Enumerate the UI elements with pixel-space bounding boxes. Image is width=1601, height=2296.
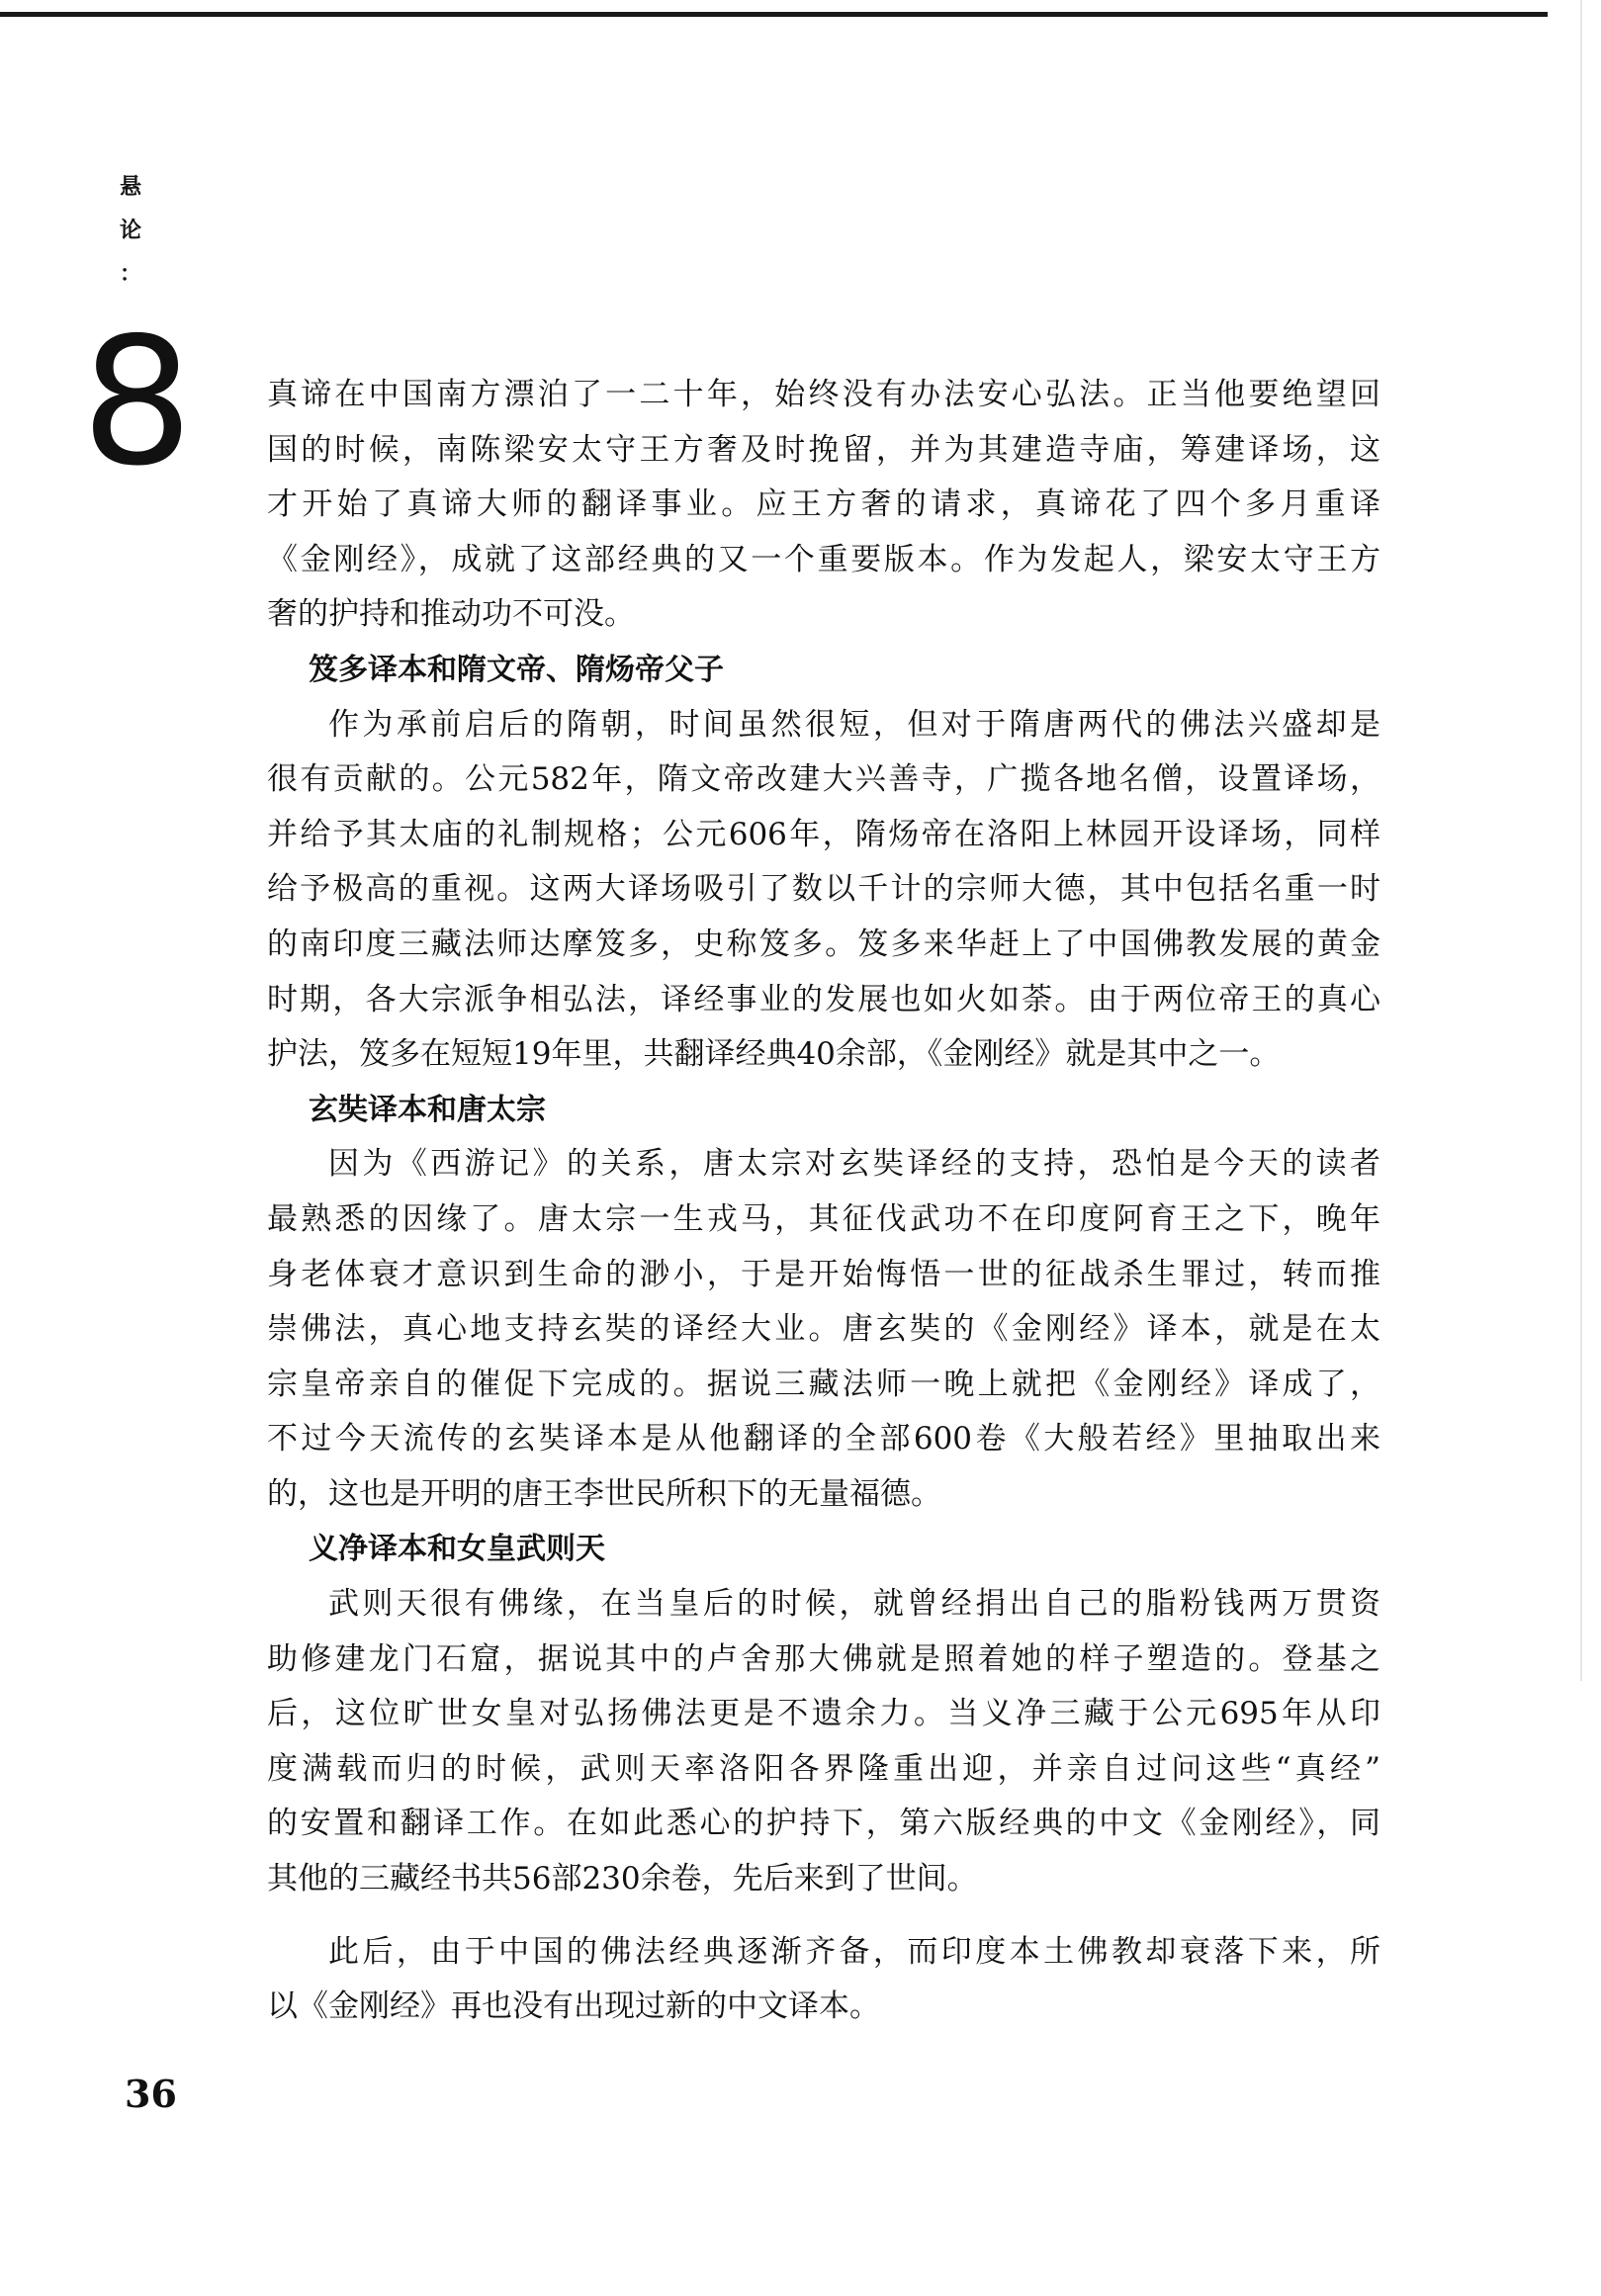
text-line: 宗皇帝亲自的催促下完成的。据说三藏法师一晚上就把《金刚经》译成了， xyxy=(267,1366,1380,1402)
paragraph xyxy=(267,1137,1380,1522)
paragraph xyxy=(267,698,1380,1083)
paragraph xyxy=(267,1577,1380,1907)
text-line: 并给予其太庙的礼制规格；公元606年，隋炀帝在洛阳上林园开设译场，同样 xyxy=(267,816,1380,852)
text-line: 最熟悉的因缘了。唐太宗一生戎马，其征伐武功不在印度阿育王之下，晚年 xyxy=(267,1200,1380,1237)
text-line: 的南印度三藏法师达摩笈多，史称笈多。笈多来华赶上了中国佛教发展的黄金 xyxy=(267,926,1380,962)
text-line: 的，这也是开明的唐王李世民所积下的无量福德。 xyxy=(267,1475,941,1512)
text-line: 其他的三藏经书共56部230余卷，先后来到了世间。 xyxy=(267,1861,978,1898)
text-line: 度满载而归的时候，武则天率洛阳各界隆重出迎，并亲自过问这些“真经” xyxy=(267,1750,1380,1787)
text-line: 时期，各大宗派争相弘法，译经事业的发展也如火如荼。由于两位帝王的真心 xyxy=(267,981,1380,1017)
text-line: 后，这位旷世女皇对弘扬佛法更是不遗余力。当义净三藏于公元695年从印 xyxy=(267,1696,1380,1732)
text-line: 因为《西游记》的关系，唐太宗对玄奘译经的支持，恐怕是今天的读者 xyxy=(328,1146,1380,1183)
chapter-digit: 8 xyxy=(81,300,194,504)
body-text xyxy=(267,368,1380,2035)
section-heading: 义净译本和女皇武则天 xyxy=(309,1532,605,1567)
text-line: 的安置和翻译工作。在如此悉心的护持下，第六版经典的中文《金刚经》，同 xyxy=(267,1806,1380,1842)
running-section-label xyxy=(116,166,145,297)
paragraph xyxy=(267,1925,1380,2035)
side-label-char: 悬 xyxy=(119,175,141,200)
text-line: 崇佛法，真心地支持玄奘的译经大业。唐玄奘的《金刚经》译本，就是在太 xyxy=(267,1311,1380,1348)
paragraph-gap xyxy=(267,1907,1380,1925)
text-line: 护法，笈多在短短19年里，共翻译经典40余部，《金刚经》就是其中之一。 xyxy=(267,1036,1281,1073)
section-heading: 玄奘译本和唐太宗 xyxy=(309,1092,546,1127)
text-line: 此后，由于中国的佛法经典逐渐齐备，而印度本土佛教却衰落下来，所 xyxy=(328,1933,1380,1970)
text-line: 不过今天流传的玄奘译本是从他翻译的全部600卷《大般若经》里抽取出来 xyxy=(267,1421,1380,1457)
page-edge-shadow xyxy=(1580,0,1582,1681)
paragraph xyxy=(267,368,1380,643)
text-line: 奢的护持和推动功不可没。 xyxy=(267,596,635,633)
side-label-char: 论 xyxy=(119,219,141,243)
text-line: 身老体衰才意识到生命的渺小，于是开始悔悟一世的征战杀生罪过，转而推 xyxy=(267,1256,1380,1292)
section-heading: 笈多译本和隋文帝、隋炀帝父子 xyxy=(309,652,724,687)
page-number: 36 xyxy=(125,2072,177,2116)
text-line: 《金刚经》，成就了这部经典的又一个重要版本。作为发起人，梁安太守王方 xyxy=(267,541,1380,577)
text-line: 才开始了真谛大师的翻译事业。应王方奢的请求，真谛花了四个多月重译 xyxy=(267,486,1380,523)
text-line: 给予极高的重视。这两大译场吸引了数以千计的宗师大德，其中包括名重一时 xyxy=(267,871,1380,908)
text-line: 真谛在中国南方漂泊了一二十年，始终没有办法安心弘法。正当他要绝望回 xyxy=(267,377,1380,412)
side-label-char: ： xyxy=(119,262,141,287)
text-line: 以《金刚经》再也没有出现过新的中文译本。 xyxy=(267,1988,880,2025)
top-rule xyxy=(0,12,1548,17)
text-line: 助修建龙门石窟，据说其中的卢舍那大佛就是照着她的样子塑造的。登基之 xyxy=(267,1640,1380,1677)
text-line: 武则天很有佛缘，在当皇后的时候，就曾经捐出自己的脂粉钱两万贯资 xyxy=(328,1586,1380,1623)
text-line: 很有贡献的。公元582年，隋文帝改建大兴善寺，广揽各地名僧，设置译场， xyxy=(267,761,1380,798)
text-line: 作为承前启后的隋朝，时间虽然很短，但对于隋唐两代的佛法兴盛却是 xyxy=(328,706,1380,743)
text-line: 国的时候，南陈梁安太守王方奢及时挽留，并为其建造寺庙，筹建译场，这 xyxy=(267,431,1380,468)
